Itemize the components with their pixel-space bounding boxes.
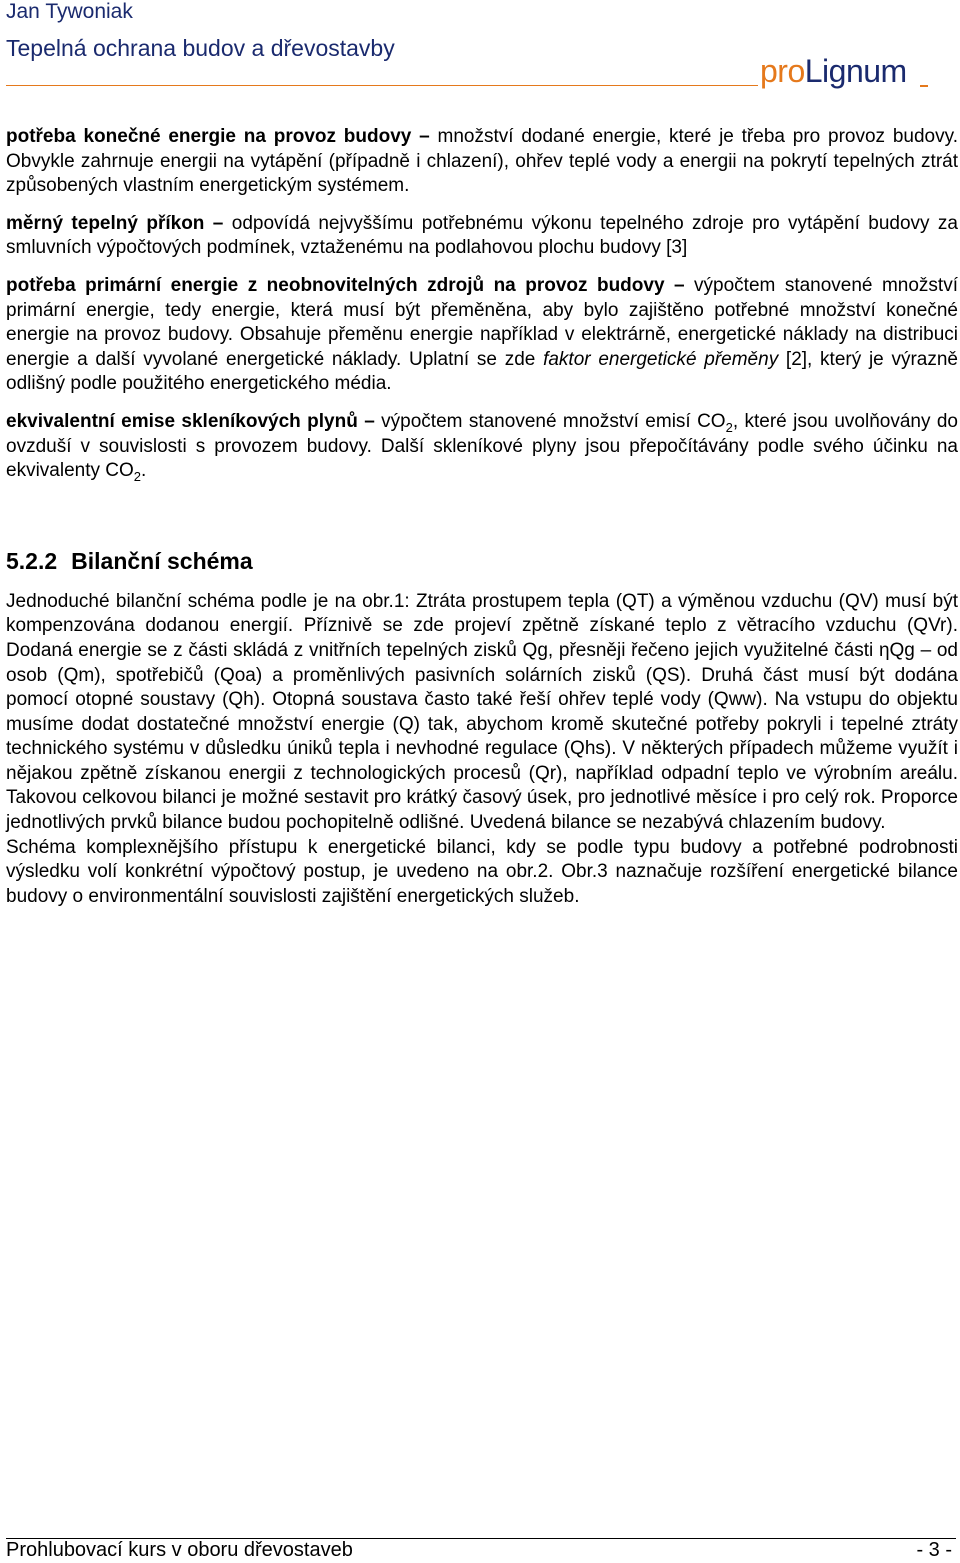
prolignum-logo <box>760 52 930 92</box>
term: potřeba primární energie z neobnovitelných zdrojů na provoz budovy – <box>6 274 685 296</box>
definition-text: výpočtem stanovené množství emisí CO <box>374 410 726 432</box>
definition-text: výpočtem stanovené množství primární energie, tedy energie, která musí být přeměněna, aby bylo zajištěno potřebné množství konečné energie na provoz budovy. Obsahuje přeměnu energie například v elektrárně, energetické náklady na distribuci energie a další vyvolané energetické náklady. Uplatní se zde <box>6 274 958 370</box>
main-content <box>6 125 958 909</box>
header-author: Jan Tywoniak <box>6 0 133 23</box>
definition-primary-energy <box>6 274 958 397</box>
logo-dash <box>920 85 928 87</box>
term: ekvivalentní emise skleníkových plynů – <box>6 410 375 432</box>
definition-text: . <box>141 460 147 482</box>
definition-text: , které jsou uvolňovány do ovzduší v souvislosti s provozem budovy. Další skleníkové plyny jsou přepočítávány podle svého účinku na ekvivalenty CO <box>6 410 958 482</box>
logo-lignum: Lignum <box>804 53 907 89</box>
definition-specific-heat-input <box>6 212 958 261</box>
footer-course: Prohlubovací kurs v oboru dřevostaveb <box>6 1539 353 1561</box>
paragraph-balance-scheme: Jednoduché bilanční schéma podle je na obr.1: Ztráta prostupem tepla (QT) a výměnou vzduchu (QV) musí být kompenzována dodanou energií. Příznivě se zde projeví zpětně získané teplo z větracího vzduchu (QVr). Dodaná energie se z části skládá z vnitřních tepelných zisků Qg, přesněji řečeno jejich využitelné části ηQg – od osob (Qm), spotřebičů (Qoa) a proměnlivých pasivních solárních zisků (QS). Druhá část musí být dodána pomocí otopné soustavy (Qh). Otopná soustava často také řeší ohřev teplé vody (Qww). Na vstupu do objektu musíme dodat dostatečné množství energie (Q) tak, abychom kromě skutečné potřeby pokryli i tepelné ztráty technického systému v důsledku úniků tepla i nevhodné regulace (Qhs). V některých případech můžeme využít i nějakou zpětně získanou energii z technologických procesů (Qr), například odpadní teplo ve výrobním areálu. Takovou celkovou bilanci je možné sestavit pro krátký časový úsek, pro jednotlivé měsíce i pro celý rok. Proporce jednotlivých prvků bilance budou pochopitelně odlišné. Uvedená bilance se nezabývá chlazením budovy. <box>6 590 958 834</box>
logo-pro: pro <box>760 53 805 89</box>
term: měrný tepelný příkon – <box>6 212 224 234</box>
page-number: - 3 - <box>916 1539 952 1561</box>
section-heading <box>6 546 958 576</box>
definition-final-energy <box>6 125 958 199</box>
paragraph-complex-approach: Schéma komplexnějšího přístupu k energetické bilanci, kdy se podle typu budovy a potřebné podrobnosti výsledku volí konkrétní výpočtový postup, je uvedeno na obr.2. Obr.3 naznačuje rozšíření energetické bilance budovy o environmentální souvislosti zajištění energetických služeb. <box>6 836 958 907</box>
italic-term: faktor energetické přeměny <box>543 348 779 370</box>
section-title: Bilanční schéma <box>71 547 253 574</box>
definition-text: [2], který je výrazně odlišný podle použitého energetického média. <box>6 348 958 395</box>
subscript: 2 <box>133 468 142 484</box>
definition-text: odpovídá nejvyššímu potřebnému výkonu tepelného zdroje pro vytápění budovy za smluvních výpočtových podmínek, vztaženému na podlahovou plochu budovy [3] <box>6 212 959 259</box>
term: potřeba konečné energie na provoz budovy – <box>6 126 430 147</box>
header-rule <box>6 85 758 86</box>
section-number: 5.2.2 <box>6 547 58 574</box>
header-title: Tepelná ochrana budov a dřevostavby <box>6 35 395 61</box>
definition-text: množství dodané energie, které je třeba pro provoz budovy. Obvykle zahrnuje energii na vytápění (případně i chlazení), ohřev teplé vody a energii na pokrytí tepelných ztrát způsobených vlastním energetickým systémem. <box>6 126 958 197</box>
subscript: 2 <box>725 419 733 435</box>
definition-ghg-emissions <box>6 410 958 484</box>
